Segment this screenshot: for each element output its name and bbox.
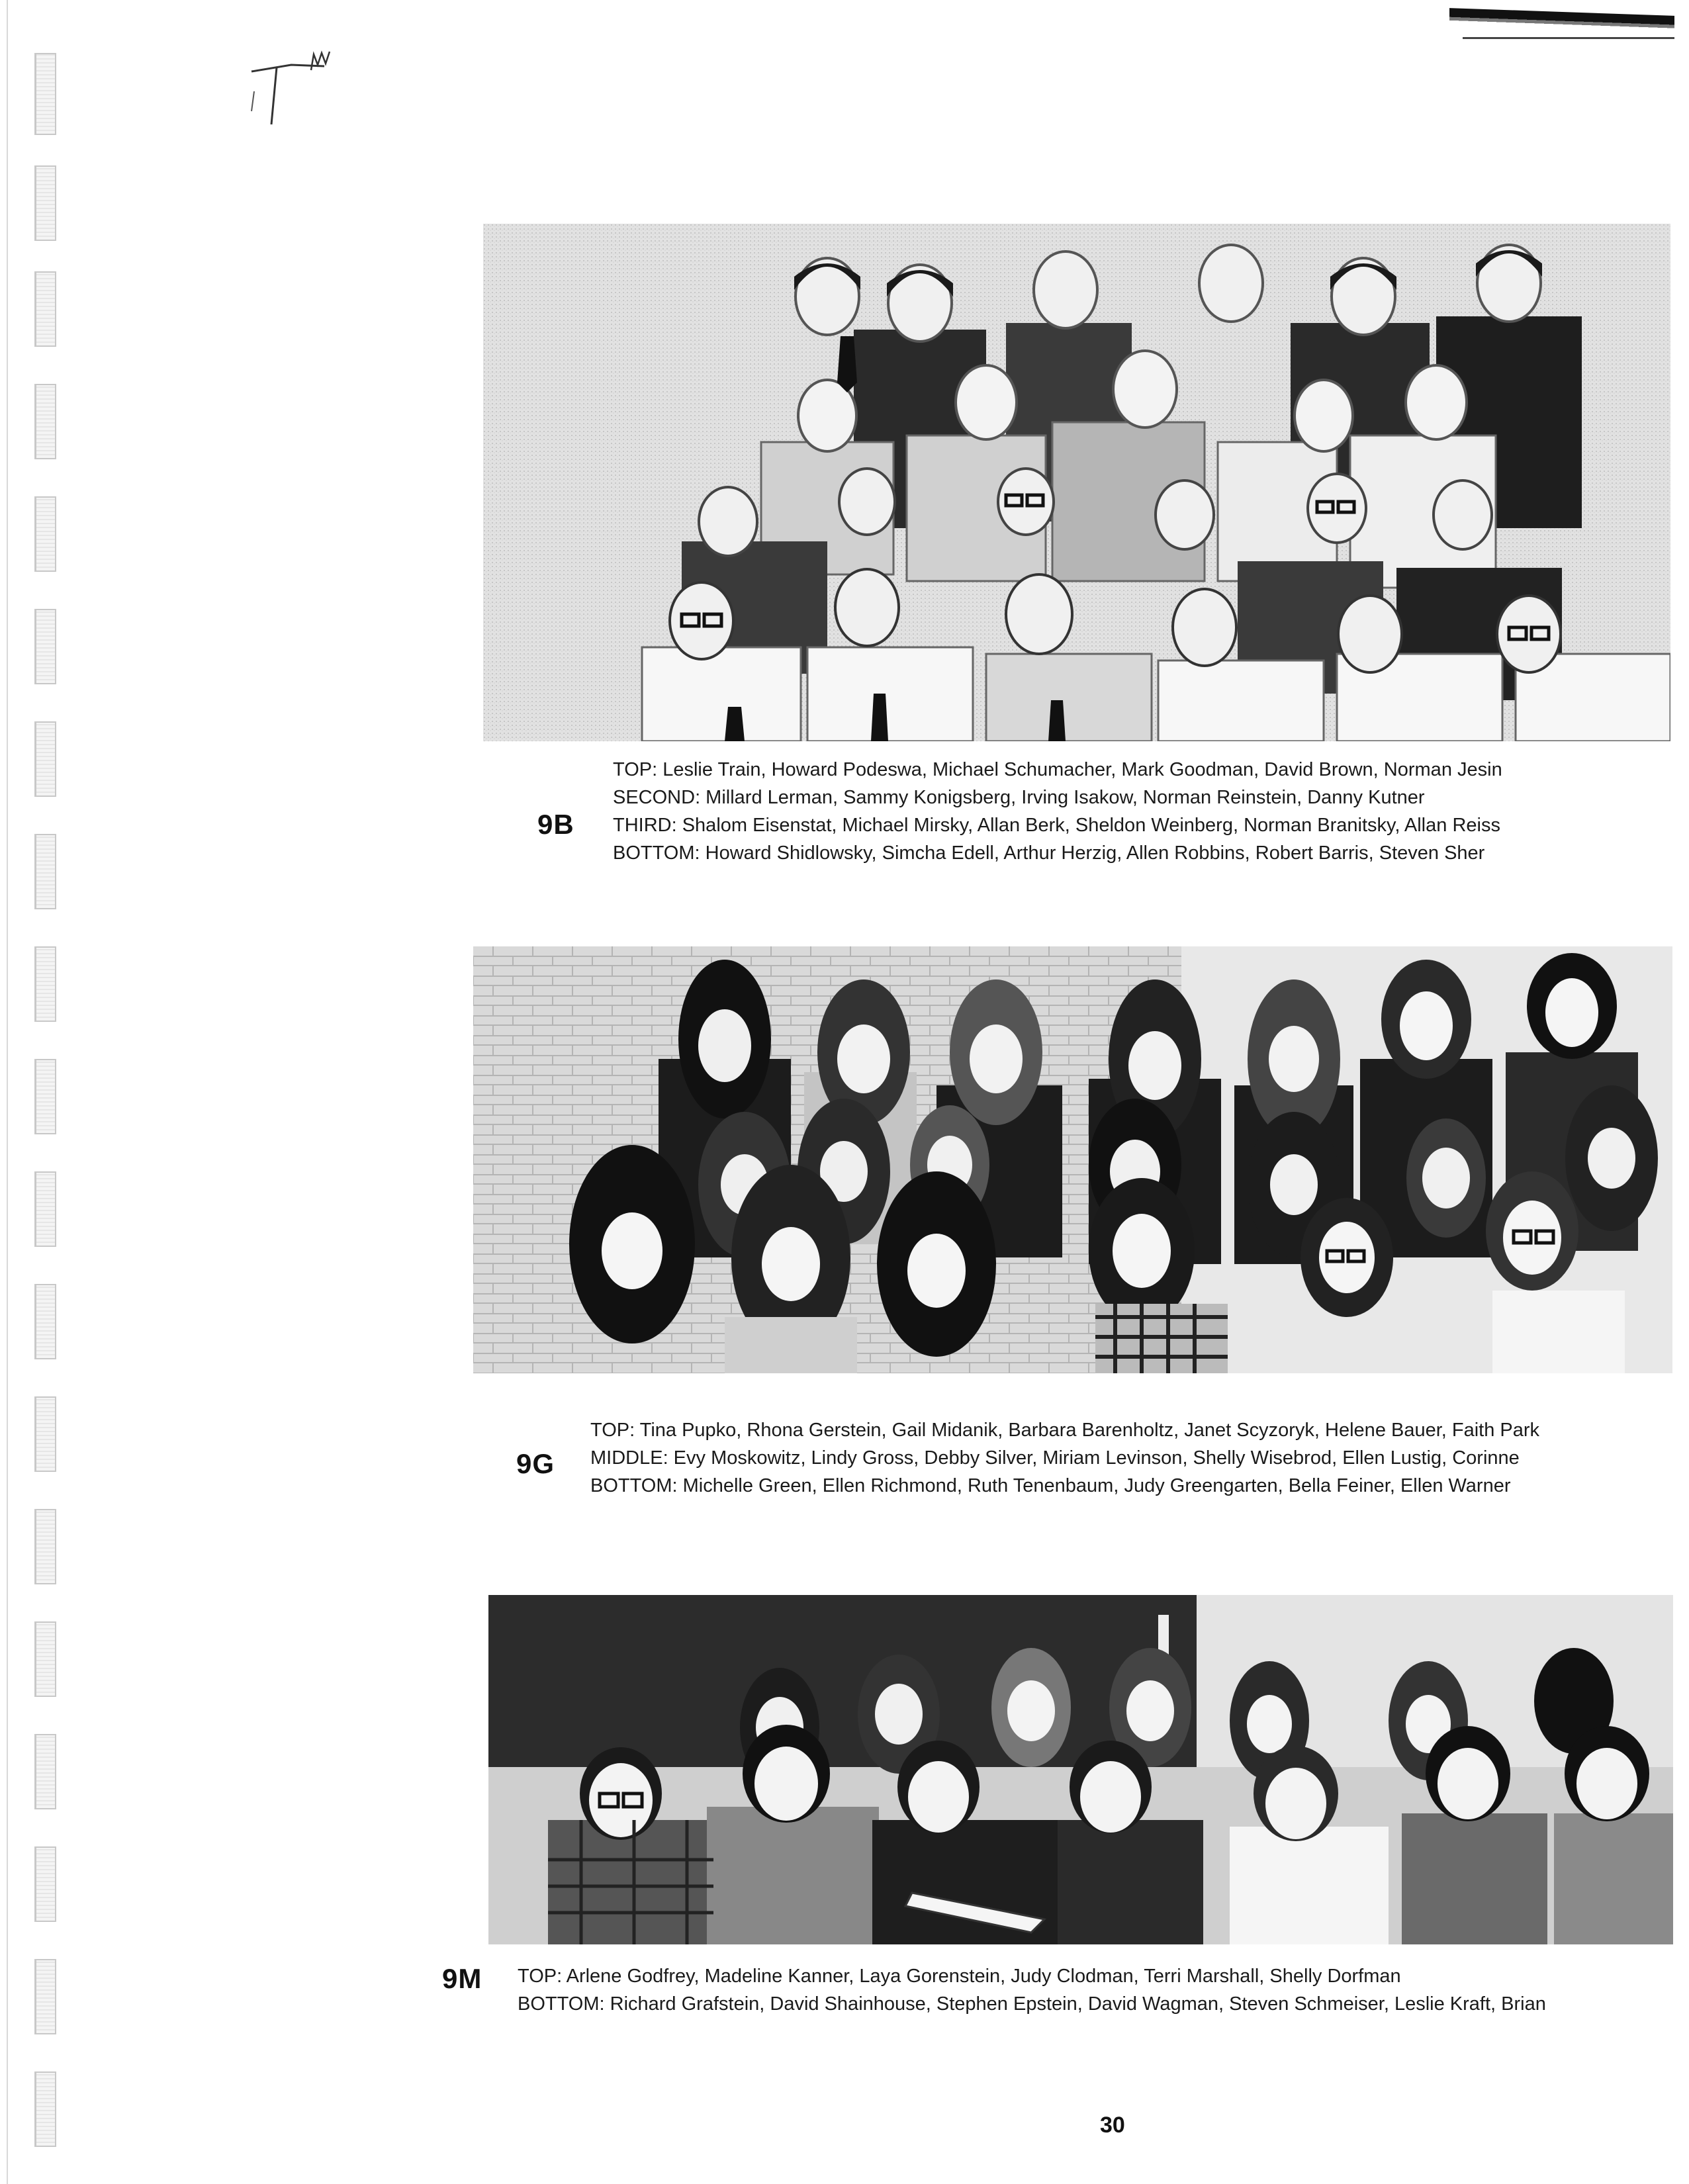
binder-strip	[34, 1846, 56, 1922]
binder-strip	[34, 1734, 56, 1809]
binder-strip	[34, 946, 56, 1022]
class-label-9b: 9B	[537, 809, 574, 840]
caption-line-second: SECOND: Millard Lerman, Sammy Konigsberg, Irving Isakow, Norman Reinstein, Danny Kutner	[613, 787, 1425, 808]
binder-strip	[34, 2071, 56, 2147]
binder-strip	[34, 1171, 56, 1247]
class-9m-photo	[488, 1595, 1673, 1944]
binder-strip	[34, 1396, 56, 1472]
scan-corner-mark	[1449, 8, 1674, 38]
binder-strip	[34, 496, 56, 572]
binder-strip	[34, 721, 56, 797]
binder-strip	[34, 1621, 56, 1697]
class-9g-caption	[590, 1416, 1539, 1500]
class-label-9g: 9G	[516, 1448, 555, 1479]
binder-strip	[34, 609, 56, 684]
caption-line-bottom: BOTTOM: Michelle Green, Ellen Richmond, Ruth Tenenbaum, Judy Greengarten, Bella Feiner, Ellen Warner	[590, 1475, 1511, 1496]
handwritten-mark	[245, 45, 351, 131]
binder-strip	[34, 1959, 56, 2034]
binder-strip	[34, 53, 56, 135]
caption-line-bottom: BOTTOM: Howard Shidlowsky, Simcha Edell, Arthur Herzig, Allen Robbins, Robert Barris, Steven Sher	[613, 842, 1485, 864]
class-label-9m: 9M	[442, 1963, 482, 1994]
binder-strip	[34, 1509, 56, 1584]
page-number: 30	[1100, 2113, 1125, 2138]
caption-line-third: THIRD: Shalom Eisenstat, Michael Mirsky, Allan Berk, Sheldon Weinberg, Norman Branitsky, Allan Reiss	[613, 815, 1500, 836]
binder-strip	[34, 165, 56, 241]
caption-line-top: TOP: Tina Pupko, Rhona Gerstein, Gail Midanik, Barbara Barenholtz, Janet Scyzoryk, Helene Bauer, Faith Park	[590, 1420, 1540, 1441]
binder-strip	[34, 384, 56, 459]
binder-strip	[34, 834, 56, 909]
caption-line-middle: MIDDLE: Evy Moskowitz, Lindy Gross, Debby Silver, Miriam Levinson, Shelly Wisebrod, Ellen Lustig, Corinne	[590, 1447, 1520, 1469]
binder-strip	[34, 1284, 56, 1359]
class-9b-photo	[483, 224, 1670, 741]
class-9b-caption	[613, 756, 1502, 867]
scan-corner-line	[1463, 37, 1674, 39]
class-9m-caption	[518, 1962, 1546, 2018]
binder-strip	[34, 1059, 56, 1134]
scan-edge-line	[7, 0, 8, 2184]
caption-line-top: TOP: Arlene Godfrey, Madeline Kanner, Laya Gorenstein, Judy Clodman, Terri Marshall, Shelly Dorfman	[518, 1966, 1401, 1987]
binder-strip	[34, 271, 56, 347]
caption-line-bottom: BOTTOM: Richard Grafstein, David Shainhouse, Stephen Epstein, David Wagman, Steven Schmeiser, Leslie Kraft, Brian	[518, 1993, 1546, 2015]
caption-line-top: TOP: Leslie Train, Howard Podeswa, Michael Schumacher, Mark Goodman, David Brown, Norman Jesin	[613, 759, 1502, 780]
class-9g-photo	[473, 946, 1672, 1373]
